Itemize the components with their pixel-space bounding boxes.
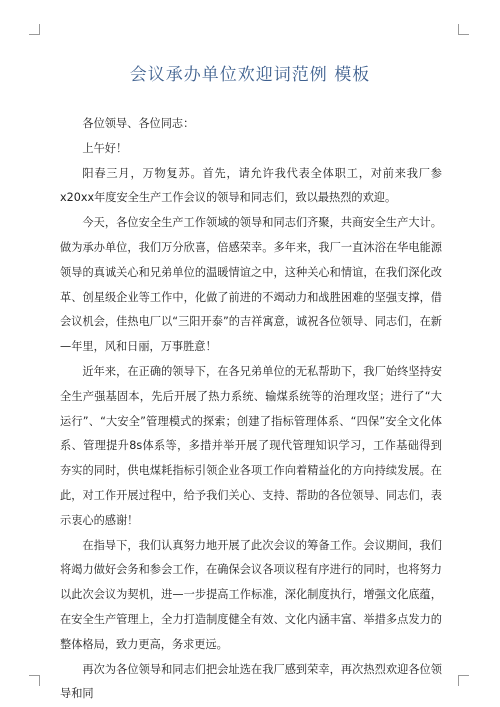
body-paragraph: 今天，各位安全生产工作领域的领导和同志们齐聚，共商安全生产大计。做为承办单位，我们万分欣喜，倍感荣幸。多年来，我厂一直沐浴在华电能源领导的真诚关心和兄弟单位的温暖情谊之中，这种关心和情谊，在我们深化改革、创星级企业等工作中，化做了前进的不竭动力和战胜困难的坚强支撑，借会议机会，佳热电厂以“三阳开泰”的吉祥寓意，诚祝各位领导、同志们，在新—年里，风和日丽，万事胜意！ xyxy=(60,216,442,354)
body-paragraph: 再次为各位领导和同志们把会址选在我厂感到荣幸，再次热烈欢迎各位领导和同 xyxy=(60,662,442,701)
document-title: 会议承办单位欢迎词范例 模板 xyxy=(129,65,371,85)
body-paragraph: 近年来，在正确的领导下，在各兄弟单位的无私帮助下，我厂始终坚持安全生产强基固本，先后开展了热力系统、输煤系统等的治理攻坚；进行了“大运行”、“大安全”管理模式的探索；创建了指标管理体系、“四保”安全文化体系、管理提升8s体系等，多措并举开展了现代管理知识学习，工作基础得到夯实的同时，供电煤耗指标引领企业各项工作向着精益化的方向持续发展。在此，对工作开展过程中，给予我们关心、支持、帮助的各位领导、同志们，表示衷心的感谢！ xyxy=(60,364,442,527)
body-paragraph: 在指导下，我们认真努力地开展了此次会议的筹备工作。会议期间，我们将竭力做好会务和参会工作，在确保会议各项议程有序进行的同时，也将努力以此次会议为契机，进—一步提高工作标准，深化制度执行，增强文化底蕴，在安全生产管理上，全力打造制度健全有效、文化内涵丰富、举措多点发力的整体格局，致力更高，务求更远。 xyxy=(60,538,442,651)
crop-mark-top-left xyxy=(29,24,40,35)
greeting-paragraph: 各位领导、各位同志： xyxy=(82,117,195,130)
body-paragraph: 阳春三月，万物复苏。首先，请允许我代表全体职工，对前来我厂参x20xx年度安全生产工作会议的领导和同志们，致以最热烈的欢迎。 xyxy=(60,166,442,205)
salutation-paragraph: 上午好！ xyxy=(82,141,128,155)
crop-mark-bottom-right xyxy=(458,675,469,686)
document-body xyxy=(60,112,442,707)
crop-mark-bottom-left xyxy=(29,675,40,686)
crop-mark-top-right xyxy=(458,24,469,35)
